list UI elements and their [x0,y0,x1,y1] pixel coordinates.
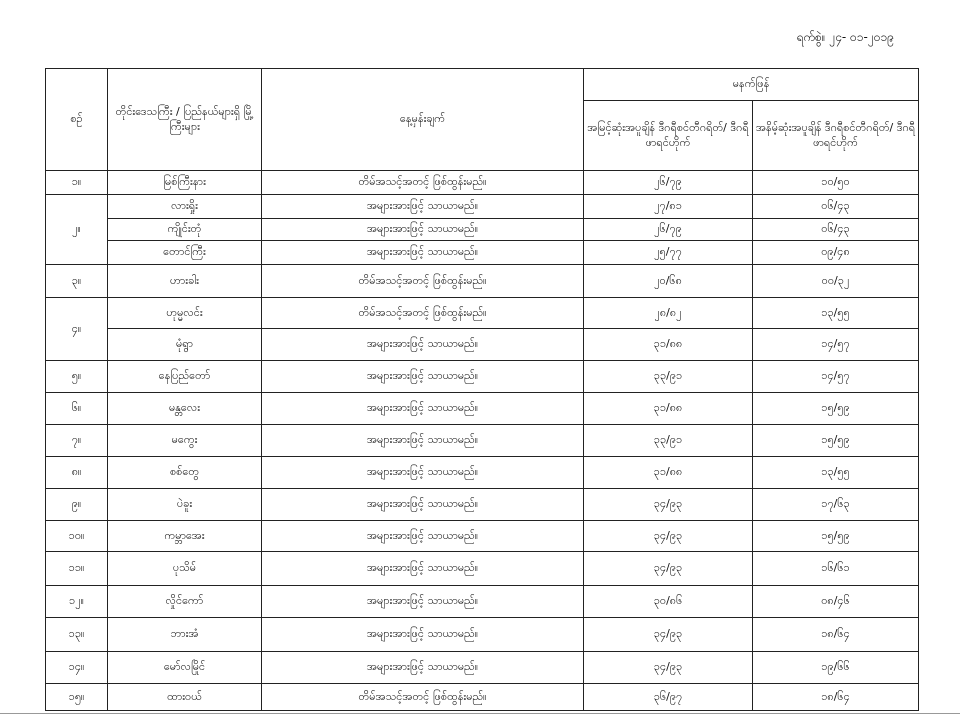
row-city: လားရှိုး [108,195,262,219]
row-max-temp: ၃၀/၈၆ [584,586,753,618]
forecast-table [45,68,919,711]
table-row [46,684,919,711]
table-row [46,171,919,195]
row-city: ဘားအံ [108,618,262,652]
row-min-temp: ၁၃/၅၅ [753,457,919,489]
header-min-temp: အနိမ့်ဆုံးအပူချိန် ဒီဂရီစင်တီဂရိတ်/ ဒီဂရီဖာရင်ဟိုက် [753,101,919,171]
row-min-temp: ၀၆/၄၃ [753,195,919,219]
table-row [46,298,919,329]
row-max-temp: ၃၄/၉၃ [584,552,753,586]
row-forecast: တိမ်အသင့်အတင့် ဖြစ်ထွန်းမည်။ [262,684,584,711]
row-serial: ၇။ [46,425,108,457]
table-row [46,521,919,552]
row-forecast: အများအားဖြင့် သာယာမည်။ [262,586,584,618]
row-min-temp: ၁၅/၅၉ [753,425,919,457]
header-region: တိုင်းဒေသကြီး / ပြည်နယ်များရှိ မြို့ကြီးများ [108,69,262,171]
row-max-temp: ၃၁/၈၈ [584,457,753,489]
table-row [46,329,919,361]
header-max-temp: အမြင့်ဆုံးအပူချိန် ဒီဂရီစင်တီဂရိတ်/ ဒီဂရီဖာရင်ဟိုက် [584,101,753,171]
row-max-temp: ၃၁/၈၈ [584,329,753,361]
row-serial: ၁။ [46,171,108,195]
table-row [46,361,919,393]
row-min-temp: ၀၉/၄၈ [753,241,919,265]
row-max-temp: ၂၆/၇၉ [584,219,753,241]
row-serial: ၈။ [46,457,108,489]
row-min-temp: ၁၈/၆၄ [753,684,919,711]
row-forecast: အများအားဖြင့် သာယာမည်။ [262,489,584,521]
row-forecast: တိမ်အသင့်အတင့် ဖြစ်ထွန်းမည်။ [262,265,584,298]
header-temp-group: မနက်ဖြန် [584,69,919,101]
table-row [46,425,919,457]
table-row [46,618,919,652]
row-city: ထားဝယ် [108,684,262,711]
table-row [46,489,919,521]
table-row [46,219,919,241]
row-serial: ၁၃။ [46,618,108,652]
row-min-temp: ၁၅/၅၉ [753,521,919,552]
row-max-temp: ၂၆/၇၉ [584,171,753,195]
row-city: ပဲခူး [108,489,262,521]
row-forecast: အများအားဖြင့် သာယာမည်။ [262,552,584,586]
row-forecast: တိမ်အသင့်အတင့် ဖြစ်ထွန်းမည်။ [262,298,584,329]
row-max-temp: ၃၄/၉၃ [584,489,753,521]
row-forecast: အများအားဖြင့် သာယာမည်။ [262,361,584,393]
row-city: လှိုင်ကော် [108,586,262,618]
row-min-temp: ၁၈/၆၄ [753,618,919,652]
row-city: ပုသိမ် [108,552,262,586]
bottom-divider [0,713,960,714]
row-forecast: အများအားဖြင့် သာယာမည်။ [262,652,584,684]
row-min-temp: ၁၇/၆၃ [753,489,919,521]
row-min-temp: ၀၀/၃၂ [753,265,919,298]
row-max-temp: ၂၀/၆၈ [584,265,753,298]
row-forecast: တိမ်အသင့်အတင့် ဖြစ်ထွန်းမည်။ [262,171,584,195]
row-min-temp: ၁၀/၅၀ [753,171,919,195]
row-forecast: အများအားဖြင့် သာယာမည်။ [262,457,584,489]
table-row [46,195,919,219]
row-max-temp: ၃၄/၉၃ [584,618,753,652]
row-forecast: အများအားဖြင့် သာယာမည်။ [262,329,584,361]
header-serial: စဉ် [46,69,108,171]
row-forecast: အများအားဖြင့် သာယာမည်။ [262,425,584,457]
row-serial: ၆။ [46,393,108,425]
row-city: ဟုမ္မလင်း [108,298,262,329]
row-serial: ၁၄။ [46,652,108,684]
row-city: မကွေး [108,425,262,457]
row-min-temp: ၁၃/၅၅ [753,298,919,329]
table-body [46,171,919,711]
row-min-temp: ၀၆/၄၃ [753,219,919,241]
header-weather: နေ့မှန်းချက် [262,69,584,171]
row-city: ဟားခါး [108,265,262,298]
row-min-temp: ၁၉/၆၆ [753,652,919,684]
row-city: တောင်ကြီး [108,241,262,265]
table-row [46,552,919,586]
row-max-temp: ၃၁/၈၈ [584,393,753,425]
row-min-temp: ၁၅/၅၉ [753,393,919,425]
row-city: ကျိုင်းတုံ [108,219,262,241]
row-forecast: အများအားဖြင့် သာယာမည်။ [262,241,584,265]
row-forecast: အများအားဖြင့် သာယာမည်။ [262,195,584,219]
table-row [46,265,919,298]
table-row [46,586,919,618]
row-serial: ၅။ [46,361,108,393]
row-min-temp: ၁၆/၆၁ [753,552,919,586]
row-max-temp: ၂၈/၈၂ [584,298,753,329]
table-row [46,241,919,265]
row-forecast: အများအားဖြင့် သာယာမည်။ [262,393,584,425]
row-max-temp: ၃၃/၉၁ [584,361,753,393]
row-serial: ၁၂။ [46,586,108,618]
row-city: စစ်တွေ [108,457,262,489]
row-city: မန္တလေး [108,393,262,425]
row-city: ကမ္ဘာအေး [108,521,262,552]
row-city: မုံရွာ [108,329,262,361]
row-serial: ၁၀။ [46,521,108,552]
row-max-temp: ၂၇/၈၁ [584,195,753,219]
row-city: မော်လမြိုင် [108,652,262,684]
row-serial: ၃။ [46,265,108,298]
row-serial: ၄။ [46,298,108,361]
report-date: ရက်စွဲ။ ၂၄- ၀၁-၂၀၁၉ [796,30,894,44]
row-serial: ၁၅။ [46,684,108,711]
table-row [46,457,919,489]
row-serial: ၁၁။ [46,552,108,586]
row-serial: ၂။ [46,195,108,265]
row-max-temp: ၂၅/၇၇ [584,241,753,265]
row-min-temp: ၁၄/၅၇ [753,329,919,361]
row-city: မြစ်ကြီးနား [108,171,262,195]
table-row [46,393,919,425]
row-city: နေပြည်တော် [108,361,262,393]
table-row [46,652,919,684]
row-max-temp: ၃၄/၉၃ [584,521,753,552]
row-serial: ၉။ [46,489,108,521]
row-min-temp: ၀၈/၄၆ [753,586,919,618]
row-min-temp: ၁၄/၅၇ [753,361,919,393]
row-forecast: အများအားဖြင့် သာယာမည်။ [262,521,584,552]
row-max-temp: ၃၃/၉၁ [584,425,753,457]
row-forecast: အများအားဖြင့် သာယာမည်။ [262,219,584,241]
row-max-temp: ၃၄/၉၃ [584,652,753,684]
row-max-temp: ၃၆/၉၇ [584,684,753,711]
row-forecast: အများအားဖြင့် သာယာမည်။ [262,618,584,652]
